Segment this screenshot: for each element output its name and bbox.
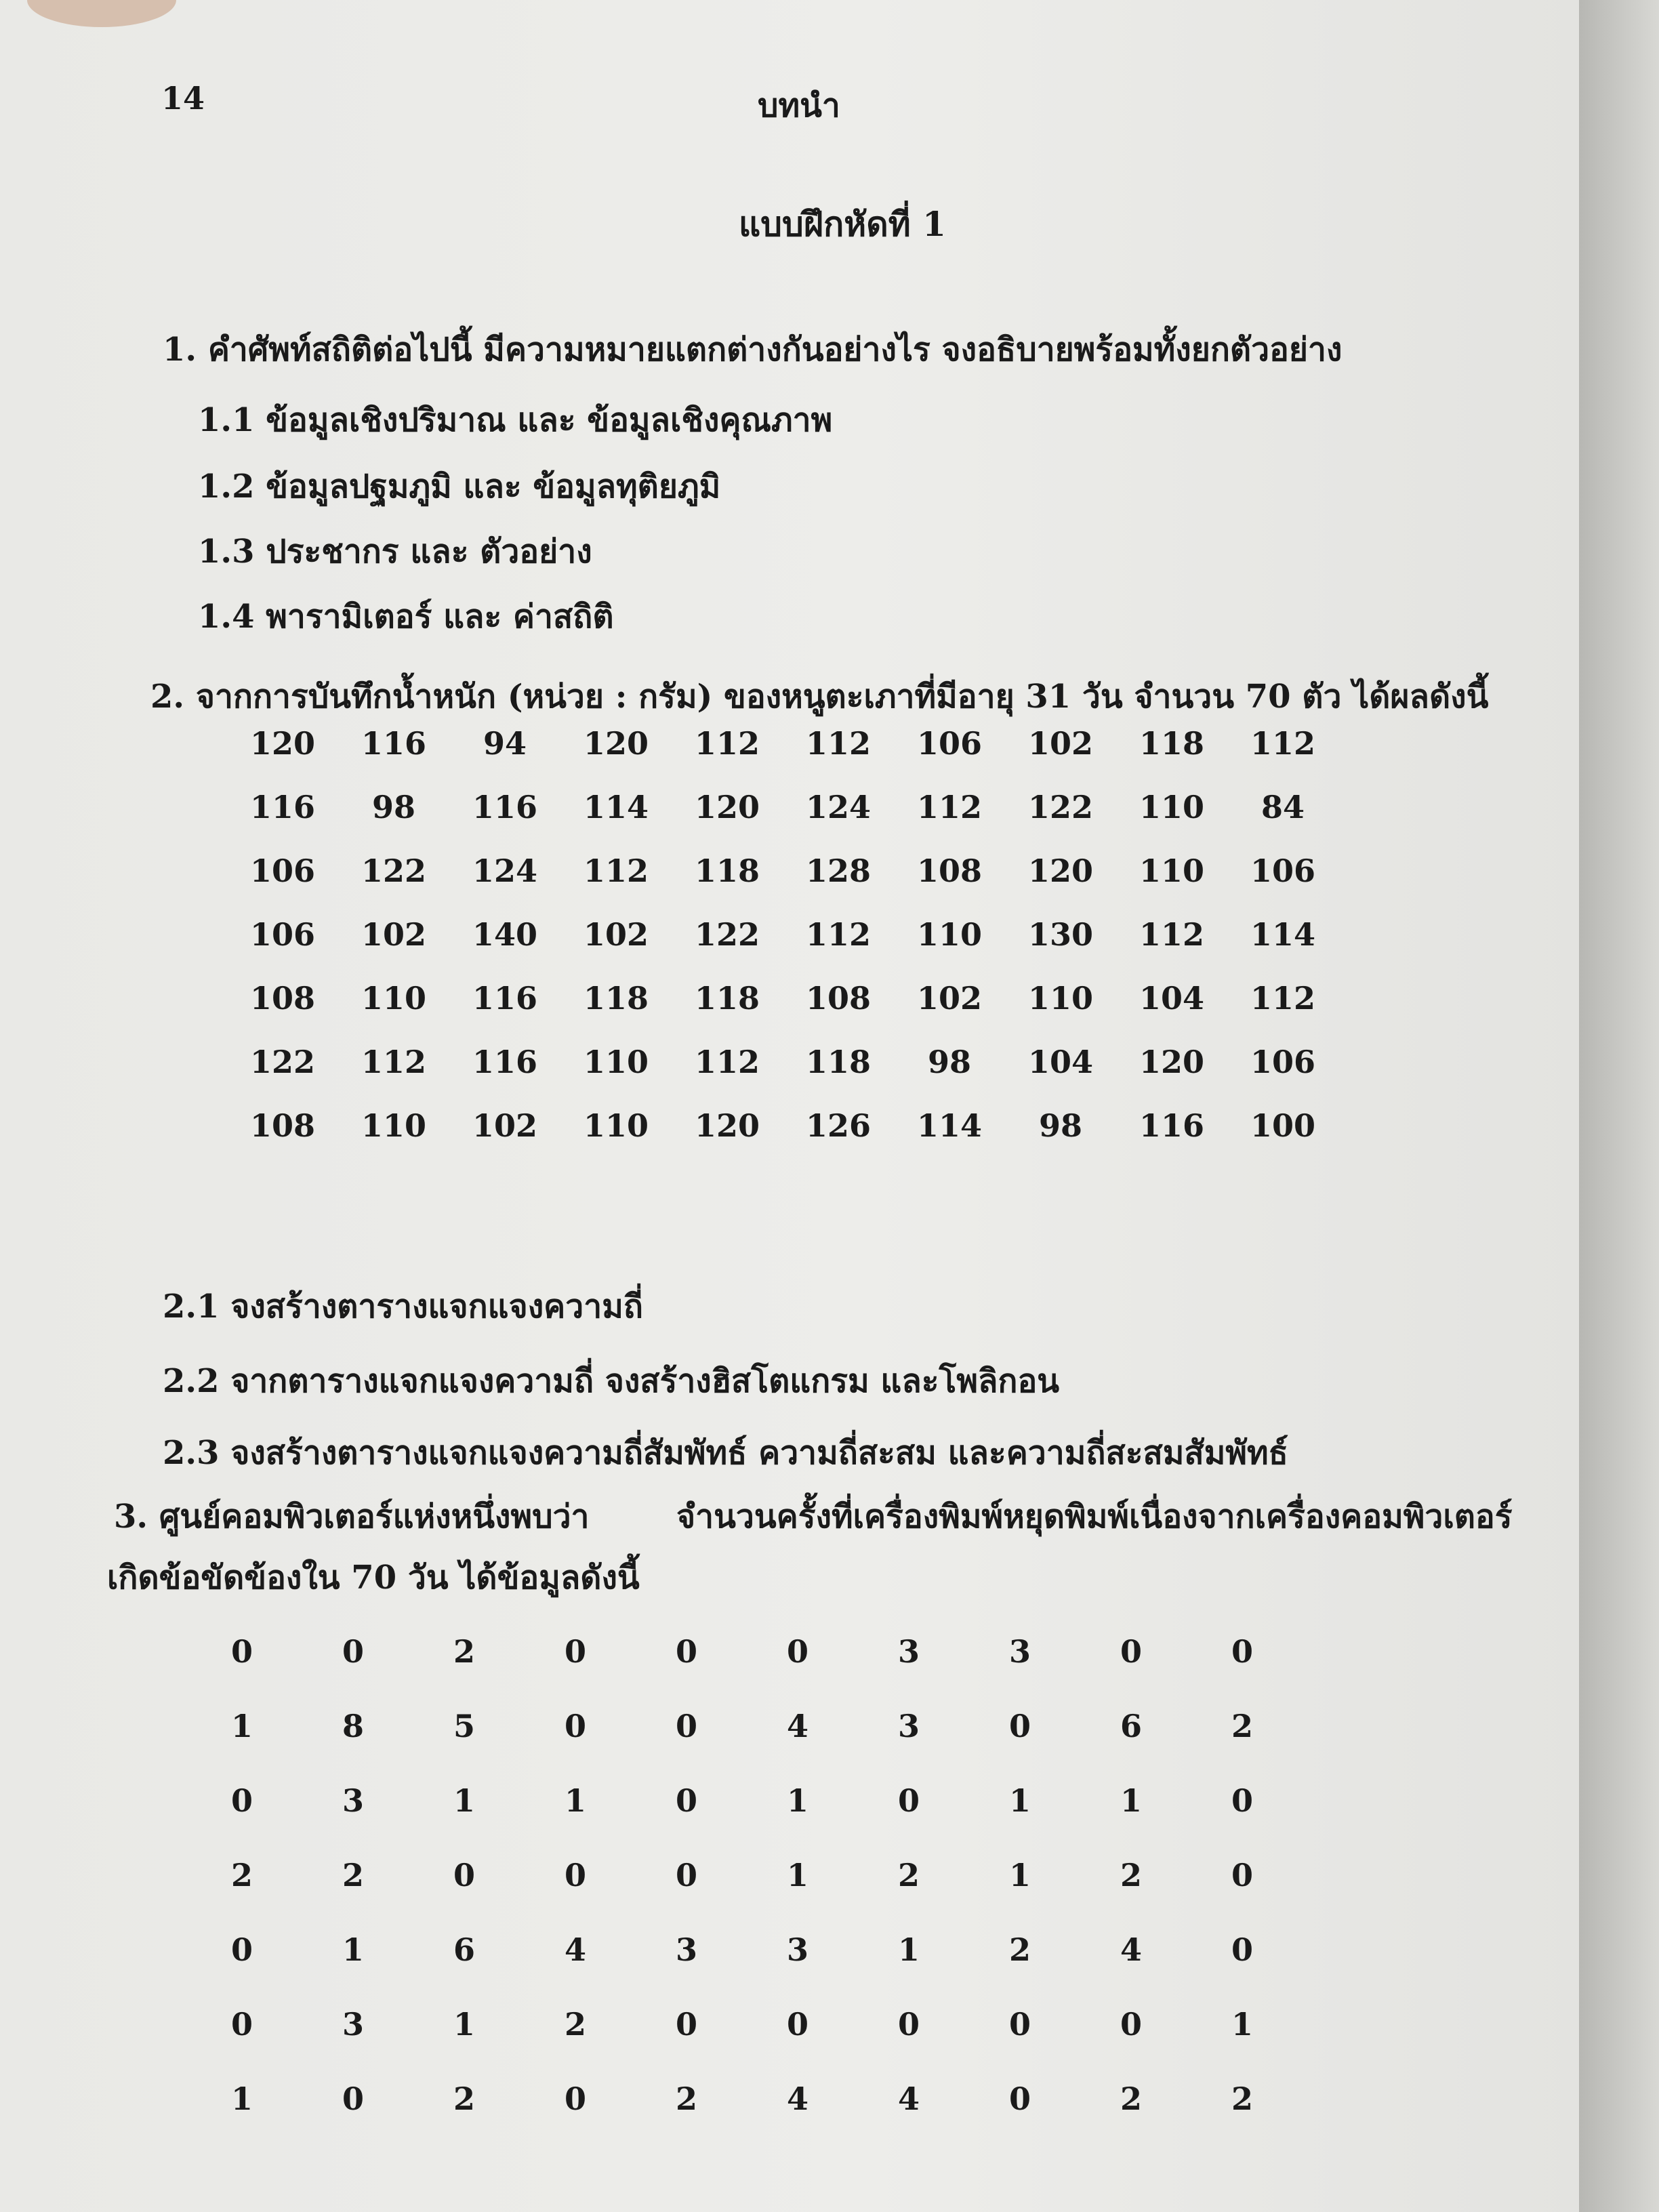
data-cell: 0 <box>786 2006 808 2043</box>
data-cell: 0 <box>1231 1633 1253 1670</box>
data-cell: 1 <box>453 2006 475 2043</box>
data-cell: 1 <box>453 1782 475 1819</box>
facing-page-edge <box>1579 0 1659 2212</box>
data-cell: 1 <box>1231 2006 1253 2043</box>
data-cell: 6 <box>453 1931 475 1968</box>
data-cell: 0 <box>342 1633 364 1670</box>
data-cell: 108 <box>916 853 983 889</box>
data-cell: 2 <box>342 1857 364 1893</box>
data-cell: 1 <box>1120 1782 1142 1819</box>
data-cell: 104 <box>1027 1044 1094 1080</box>
data-cell: 3 <box>1008 1633 1031 1670</box>
question-3-part-1: 3. ศูนย์คอมพิวเตอร์แห่งหนึ่งพบว่า <box>114 1498 590 1536</box>
data-cell: 0 <box>1120 2006 1142 2043</box>
data-cell: 104 <box>1139 980 1205 1017</box>
data-cell: 4 <box>564 1931 586 1968</box>
data-cell: 0 <box>453 1857 475 1893</box>
data-cell: 0 <box>230 1782 253 1819</box>
data-cell: 0 <box>675 1708 697 1744</box>
data-cell: 3 <box>897 1633 920 1670</box>
data-cell: 100 <box>1250 1107 1316 1144</box>
data-cell: 98 <box>927 1044 971 1080</box>
data-cell: 0 <box>342 2081 364 2117</box>
data-cell: 94 <box>483 725 527 762</box>
data-cell: 6 <box>1120 1708 1142 1744</box>
data-cell: 112 <box>694 725 760 762</box>
data-cell: 120 <box>694 789 760 825</box>
data-cell: 102 <box>1027 725 1094 762</box>
question-3-part-2: จำนวนครั้งที่เครื่องพิมพ์หยุดพิมพ์เนื่องจากเครื่องคอมพิวเตอร์ <box>676 1498 1513 1536</box>
data-cell: 1 <box>897 1931 920 1968</box>
data-cell: 1 <box>564 1782 586 1819</box>
data-cell: 1 <box>1008 1857 1031 1893</box>
data-cell: 116 <box>249 789 316 825</box>
data-cell: 118 <box>1139 725 1205 762</box>
data-cell: 122 <box>249 1044 316 1080</box>
data-cell: 116 <box>472 980 538 1017</box>
question-1-item-2: 1.2 ข้อมูลปฐมภูมิ และ ข้อมูลทุติยภูมิ <box>198 468 721 506</box>
data-cell: 2 <box>1120 1857 1142 1893</box>
data-cell: 2 <box>453 1633 475 1670</box>
data-cell: 2 <box>1231 1708 1253 1744</box>
data-cell: 106 <box>249 853 316 889</box>
data-cell: 118 <box>694 980 760 1017</box>
data-cell: 124 <box>472 853 538 889</box>
question-1-item-3: 1.3 ประชากร และ ตัวอย่าง <box>198 533 592 571</box>
data-cell: 0 <box>1008 2006 1031 2043</box>
data-cell: 106 <box>1250 1044 1316 1080</box>
data-cell: 116 <box>472 1044 538 1080</box>
data-cell: 0 <box>1120 1633 1142 1670</box>
data-cell: 0 <box>675 1633 697 1670</box>
data-cell: 3 <box>342 2006 364 2043</box>
data-cell: 2 <box>1231 2081 1253 2117</box>
data-cell: 1 <box>786 1857 808 1893</box>
data-cell: 2 <box>453 2081 475 2117</box>
data-cell: 0 <box>564 2081 586 2117</box>
data-cell: 98 <box>1038 1107 1082 1144</box>
question-1-item-4: 1.4 พารามิเตอร์ และ ค่าสถิติ <box>198 598 614 636</box>
data-cell: 0 <box>564 1857 586 1893</box>
data-cell: 110 <box>361 980 427 1017</box>
data-cell: 0 <box>230 2006 253 2043</box>
data-cell: 110 <box>583 1107 649 1144</box>
data-cell: 2 <box>897 1857 920 1893</box>
running-head: บทนำ <box>758 87 840 125</box>
data-cell: 112 <box>583 853 649 889</box>
data-cell: 106 <box>249 916 316 953</box>
data-cell: 2 <box>230 1857 253 1893</box>
data-cell: 0 <box>897 2006 920 2043</box>
data-cell: 110 <box>361 1107 427 1144</box>
data-cell: 112 <box>1250 725 1316 762</box>
data-cell: 116 <box>472 789 538 825</box>
data-cell: 0 <box>675 1857 697 1893</box>
data-cell: 116 <box>361 725 427 762</box>
data-cell: 114 <box>1250 916 1316 953</box>
data-cell: 0 <box>786 1633 808 1670</box>
data-cell: 128 <box>805 853 872 889</box>
data-cell: 0 <box>564 1708 586 1744</box>
data-cell: 110 <box>1139 853 1205 889</box>
data-cell: 114 <box>916 1107 983 1144</box>
data-cell: 112 <box>1139 916 1205 953</box>
data-cell: 122 <box>1027 789 1094 825</box>
data-cell: 0 <box>564 1633 586 1670</box>
data-cell: 102 <box>916 980 983 1017</box>
question-2-item-3: 2.3 จงสร้างตารางแจกแจงความถี่สัมพัทธ์ ความถี่สะสม และความถี่สะสมสัมพัทธ์ <box>163 1434 1288 1472</box>
data-cell: 1 <box>786 1782 808 1819</box>
data-cell: 2 <box>564 2006 586 2043</box>
data-cell: 4 <box>786 2081 808 2117</box>
data-cell: 8 <box>342 1708 364 1744</box>
data-cell: 124 <box>805 789 872 825</box>
data-cell: 120 <box>694 1107 760 1144</box>
data-cell: 98 <box>371 789 415 825</box>
data-cell: 106 <box>1250 853 1316 889</box>
data-cell: 112 <box>805 916 872 953</box>
data-cell: 106 <box>916 725 983 762</box>
question-1-item-1: 1.1 ข้อมูลเชิงปริมาณ และ ข้อมูลเชิงคุณภาพ <box>198 401 833 439</box>
data-cell: 112 <box>1250 980 1316 1017</box>
question-1: 1. คำศัพท์สถิติต่อไปนี้ มีความหมายแตกต่างกันอย่างไร จงอธิบายพร้อมทั้งยกตัวอย่าง <box>163 331 1343 369</box>
data-cell: 0 <box>1008 1708 1031 1744</box>
data-cell: 0 <box>230 1633 253 1670</box>
question-2-item-1: 2.1 จงสร้างตารางแจกแจงความถี่ <box>163 1288 643 1326</box>
data-cell: 102 <box>472 1107 538 1144</box>
data-cell: 120 <box>1027 853 1094 889</box>
data-cell: 110 <box>916 916 983 953</box>
question-2: 2. จากการบันทึกน้ำหนัก (หน่วย : กรัม) ของหนูตะเภาที่มีอายุ 31 วัน จำนวน 70 ตัว ได้ผลดังนี้ <box>150 678 1489 716</box>
question-3-line-2: เกิดข้อขัดข้องใน 70 วัน ได้ข้อมูลดังนี้ <box>107 1559 640 1597</box>
data-cell: 3 <box>786 1931 808 1968</box>
data-cell: 102 <box>583 916 649 953</box>
data-cell: 118 <box>805 1044 872 1080</box>
data-cell: 0 <box>1231 1931 1253 1968</box>
data-cell: 120 <box>249 725 316 762</box>
data-cell: 1 <box>342 1931 364 1968</box>
data-cell: 2 <box>1008 1931 1031 1968</box>
data-cell: 4 <box>786 1708 808 1744</box>
data-cell: 108 <box>805 980 872 1017</box>
data-cell: 4 <box>897 2081 920 2117</box>
data-cell: 0 <box>230 1931 253 1968</box>
data-cell: 110 <box>1139 789 1205 825</box>
data-cell: 112 <box>694 1044 760 1080</box>
data-cell: 108 <box>249 980 316 1017</box>
data-cell: 112 <box>805 725 872 762</box>
thumb-shadow <box>27 0 176 27</box>
data-cell: 118 <box>694 853 760 889</box>
data-cell: 0 <box>897 1782 920 1819</box>
data-cell: 1 <box>1008 1782 1031 1819</box>
data-cell: 3 <box>675 1931 697 1968</box>
data-cell: 130 <box>1027 916 1094 953</box>
data-cell: 0 <box>675 1782 697 1819</box>
data-cell: 120 <box>583 725 649 762</box>
data-cell: 4 <box>1120 1931 1142 1968</box>
data-cell: 126 <box>805 1107 872 1144</box>
data-cell: 120 <box>1139 1044 1205 1080</box>
data-cell: 114 <box>583 789 649 825</box>
data-cell: 84 <box>1261 789 1305 825</box>
data-cell: 116 <box>1139 1107 1205 1144</box>
data-cell: 112 <box>916 789 983 825</box>
data-cell: 2 <box>675 2081 697 2117</box>
data-cell: 140 <box>472 916 538 953</box>
data-cell: 3 <box>897 1708 920 1744</box>
data-cell: 5 <box>453 1708 475 1744</box>
data-cell: 0 <box>675 2006 697 2043</box>
data-cell: 0 <box>1008 2081 1031 2117</box>
question-2-item-2: 2.2 จากตารางแจกแจงความถี่ จงสร้างฮิสโตแกรม และโพลิกอน <box>163 1362 1060 1400</box>
data-cell: 0 <box>1231 1857 1253 1893</box>
data-cell: 110 <box>583 1044 649 1080</box>
page-number: 14 <box>161 80 205 117</box>
data-cell: 1 <box>230 1708 253 1744</box>
data-cell: 112 <box>361 1044 427 1080</box>
printer-stop-data-table <box>186 1633 1298 2117</box>
data-cell: 102 <box>361 916 427 953</box>
data-cell: 3 <box>342 1782 364 1819</box>
exercise-title: แบบฝึกหัดที่ 1 <box>739 204 946 244</box>
data-cell: 122 <box>361 853 427 889</box>
data-cell: 108 <box>249 1107 316 1144</box>
data-cell: 2 <box>1120 2081 1142 2117</box>
data-cell: 118 <box>583 980 649 1017</box>
data-cell: 122 <box>694 916 760 953</box>
weight-data-table <box>227 725 1338 1144</box>
data-cell: 110 <box>1027 980 1094 1017</box>
data-cell: 1 <box>230 2081 253 2117</box>
data-cell: 0 <box>1231 1782 1253 1819</box>
